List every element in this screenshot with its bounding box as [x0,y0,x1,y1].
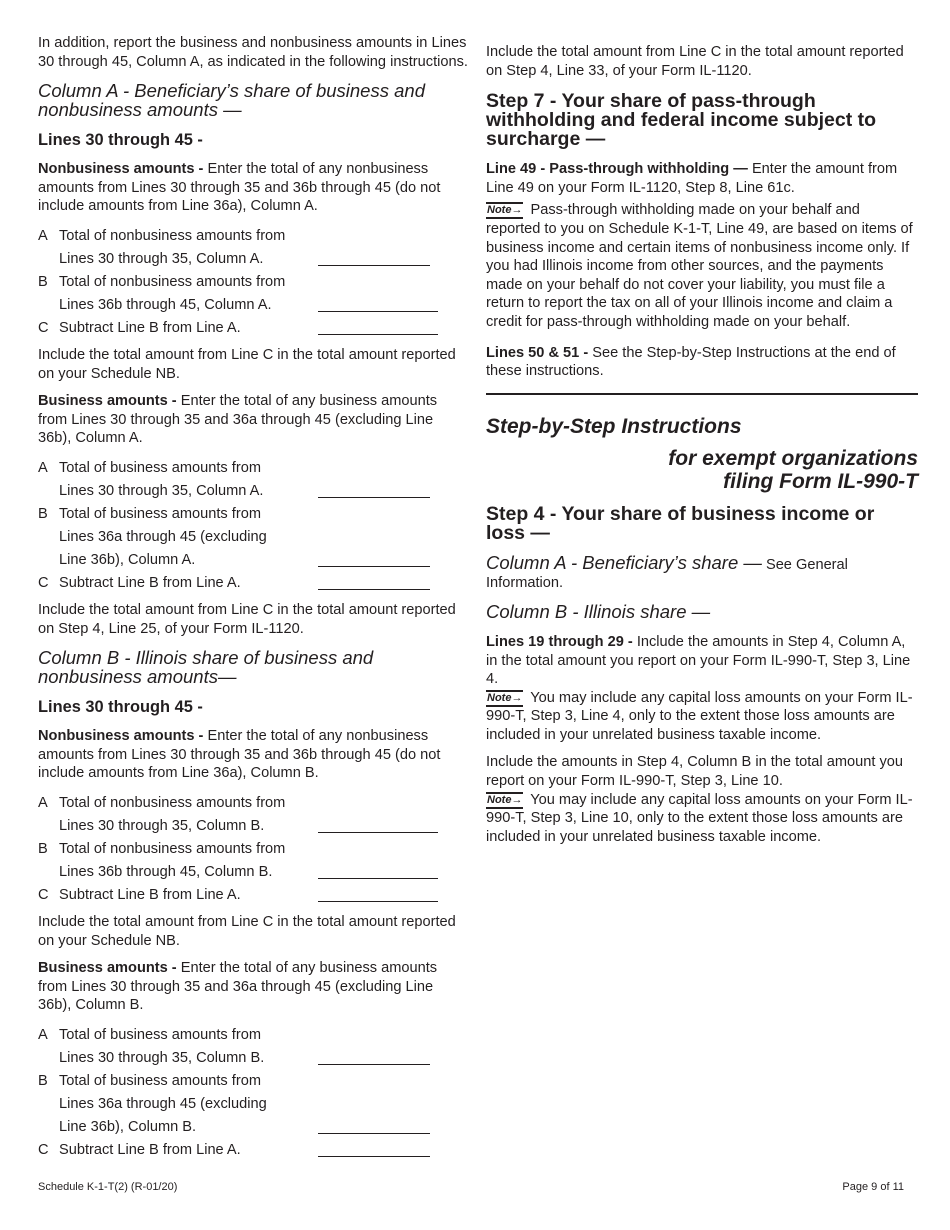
business-a-paragraph: Business amounts - Enter the total of any business amounts from Lines 30 through 35 and 36a through 45 (excluding Line 36b), Column A. [38,393,438,447]
include-schedule-nb-a: Include the total amount from Line C in the total amount reported on your Schedule NB. [38,346,456,382]
business-a-label: Business amounts - [38,393,177,410]
list-item: A Total of business amounts from [38,1026,261,1043]
step-by-step-subtitle-1: for exempt organizations [668,446,918,470]
column-b-heading: Column B - Illinois share of business and nonbusiness amounts— [38,647,374,688]
step-7-heading: Step 7 - Your share of pass-through withholding and federal income subject to surcharge — [486,90,877,151]
step-by-step-title: Step-by-Step Instructions [486,414,742,438]
entry-blank[interactable] [318,249,430,266]
entry-blank[interactable] [318,573,430,590]
list-item: C Subtract Line B from Line A. [38,1139,470,1162]
page-number: Page 9 of 11 [842,1181,904,1193]
lines-19-29-paragraph: Lines 19 through 29 - Include the amounts in Step 4, Column A, in the total amount you report on your Form IL-990-T, Step 3, Line 4. [486,633,911,688]
list-item: Line 36b), Column A. [38,549,470,572]
entry-blank[interactable] [318,1048,430,1065]
nonbusiness-a-label: Nonbusiness amounts - [38,161,204,178]
column-a-paragraph: Column A - Beneficiary’s share — See General Information. [486,551,848,592]
list-item: C Subtract Line B from Line A. [38,884,470,907]
line-49-label: Line 49 - Pass-through withholding — [486,161,748,178]
list-item: Lines 30 through 35, Column B. [38,815,470,838]
right-column [486,43,918,855]
note-1-paragraph: Note→ Pass-through withholding made on your behalf and reported to you on Schedule K-1-T, Line 49, are based on items of business income and certain items of nonbusiness income only. If you had Illinois income from other sources, and the payments made on your behalf do not cover your liability, you must file a return to report the tax on all of your Illinois income and claim a credit for pass-through withholding made on your behalf. [486,202,913,330]
lines-19-29-label: Lines 19 through 29 - [486,633,633,650]
step-by-step-subtitle-2: filing Form IL-990-T [723,469,918,493]
list-item: Lines 36a through 45 (excluding [59,528,267,545]
list-item: Lines 30 through 35, Column A. [38,248,470,271]
include-il1120-line25: Include the total amount from Line C in the total amount reported on Step 4, Line 25, of your Form IL-1120. [38,601,456,637]
note-2-paragraph: Note→ You may include any capital loss amounts on your Form IL-990-T, Step 3, Line 4, only to the extent those loss amounts are included in your unrelated business taxable income. [486,689,913,743]
lines-50-51-label: Lines 50 & 51 - [486,344,589,361]
nonbusiness-b-paragraph: Nonbusiness amounts - Enter the total of any nonbusiness amounts from Lines 30 through 35 and 36b through 45 (do not include amounts from Line 36a), Column B. [38,728,441,782]
entry-blank[interactable] [318,481,430,498]
business-b-label: Business amounts - [38,960,177,977]
entry-blank[interactable] [318,816,438,833]
entry-blank[interactable] [318,1117,430,1134]
include-schedule-nb-b: Include the total amount from Line C in the total amount reported on your Schedule NB. [38,913,456,949]
nonbusiness-b-label: Nonbusiness amounts - [38,728,204,745]
note-icon: Note→ [486,690,523,707]
list-item: Lines 36b through 45, Column A. [38,294,470,317]
section-divider [486,393,918,395]
list-item: Lines 36b through 45, Column B. [38,861,470,884]
entry-blank[interactable] [318,1140,430,1157]
note-icon: Note→ [486,792,523,809]
entry-blank[interactable] [318,318,438,335]
list-item: B Total of business amounts from [38,505,261,522]
entry-blank[interactable] [318,885,438,902]
column-a-heading: Column A - Beneficiary’s share of business and nonbusiness amounts — [38,80,425,121]
lines-30-45-heading-b: Lines 30 through 45 - [38,698,203,717]
list-item: A Total of nonbusiness amounts from [38,794,286,811]
entry-blank[interactable] [318,862,438,879]
intro-paragraph: In addition, report the business and nonbusiness amounts in Lines 30 through 45, Column A, as indicated in the following instructions. [38,35,468,70]
lines-30-45-heading-a: Lines 30 through 45 - [38,131,203,150]
include-il1120-line33: Include the total amount from Line C in the total amount reported on Step 4, Line 33, of your Form IL-1120. [486,44,904,79]
nonbusiness-a-paragraph: Nonbusiness amounts - Enter the total of any nonbusiness amounts from Lines 30 through 35 and 36b through 45 (do not include amounts from Line 36a), Column A. [38,161,441,215]
entry-blank[interactable] [318,550,430,567]
list-item: C Subtract Line B from Line A. [38,572,470,595]
include-il990t-line10: Include the amounts in Step 4, Column B in the total amount you report on your Form IL-990-T, Step 3, Line 10. [486,754,903,790]
list-item: B Total of nonbusiness amounts from [38,273,286,290]
step-4-heading: Step 4 - Your share of business income or loss — [486,502,875,544]
list-item: C Subtract Line B from Line A. [38,317,470,340]
column-a-label: Column A - Beneficiary’s share — [486,551,762,573]
list-item: B Total of business amounts from [38,1072,261,1089]
list-item: A Total of nonbusiness amounts from [38,227,286,244]
form-id: Schedule K-1-T(2) (R-01/20) [38,1181,178,1193]
note-icon: Note→ [486,202,523,219]
left-column [38,34,470,1168]
note-3-paragraph: Note→ You may include any capital loss amounts on your Form IL-990-T, Step 3, Line 10, only to the extent those loss amounts are included in your unrelated business taxable income. [486,791,913,845]
list-item: A Total of business amounts from [38,459,261,476]
entry-blank[interactable] [318,295,438,312]
business-b-paragraph: Business amounts - Enter the total of any business amounts from Lines 30 through 35 and 36a through 45 (excluding Line 36b), Column B. [38,960,438,1014]
list-item: Lines 36a through 45 (excluding [59,1095,267,1112]
column-b-label: Column B - Illinois share — [486,600,711,622]
list-item: Lines 30 through 35, Column B. [38,1047,470,1070]
lines-50-51-paragraph: Lines 50 & 51 - See the Step-by-Step Instructions at the end of these instructions. [486,344,896,380]
list-item: Lines 30 through 35, Column A. [38,480,470,503]
line-49-paragraph: Line 49 - Pass-through withholding — Enter the amount from Line 49 on your Form IL-1120, Step 8, Line 61c. [486,161,898,196]
list-item: Line 36b), Column B. [38,1116,470,1139]
list-item: B Total of nonbusiness amounts from [38,840,286,857]
